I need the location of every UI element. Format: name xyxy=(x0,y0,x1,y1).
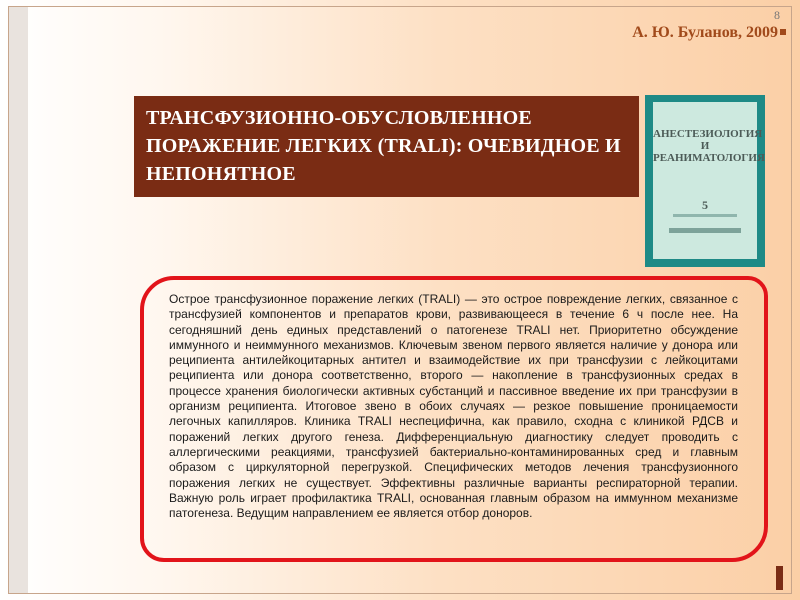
author-label: А. Ю. Буланов, 2009 xyxy=(632,24,778,41)
journal-cover-inner xyxy=(653,102,765,259)
footer-marker xyxy=(776,566,783,590)
journal-decoration xyxy=(673,214,737,217)
journal-title: АНЕСТЕЗИОЛОГИЯ И РЕАНИМАТОЛОГИЯ xyxy=(653,128,765,164)
page-number: 8 xyxy=(774,8,780,22)
journal-decoration xyxy=(669,228,741,233)
title-box xyxy=(134,96,639,197)
journal-cover-image xyxy=(645,95,765,267)
author-marker xyxy=(780,29,786,35)
left-panel xyxy=(8,6,28,594)
abstract-text: Острое трансфузионное поражение легких (TRALI) — это острое повреждение легких, связанное с трансфузией компонентов и препаратов крови, развивающееся в течение 6 ч после нее. На сегодняшний день единых представлений о патогенезе TRALI нет. Приоритетно обсуждение иммунного и неиммунного механизмов. Ключевым звеном первого является наличие у донора или реципиента антилейкоцитарных антител и взаимодействие их при трансфузии с лейкоцитами реципиента или донора соответственно, второго — накопление в трансфузионных средах в процессе хранения биологически активных субстанций и пассивное введение их при трансфузии в организм реципиента. Итоговое звено в обоих случаях — резкое повышение проницаемости легочных капилляров. Клиника TRALI неспецифична, как правило, сходна с клиникой РДСВ и поражений легких другого генеза. Дифференциальную диагностику следует проводить с аллергическими реакциями, трансфузией бактериально-контаминированных сред и главным образом с циркуляторной перегрузкой. Специфических методов лечения трансфузионного поражения легких не существует. Эффективны различные варианты респираторной терапии. Важную роль играет профилактика TRALI, основанная главным образом на иммунном механизме патогенеза. Ведущим направлением ее является отбор доноров. xyxy=(169,292,738,521)
journal-issue: 5 xyxy=(702,198,708,212)
slide-title: ТРАНСФУЗИОННО-ОБУСЛОВЛЕННОЕ ПОРАЖЕНИЕ ЛЕГКИХ (TRALI): ОЧЕВИДНОЕ И НЕПОНЯТНОЕ xyxy=(146,107,621,185)
